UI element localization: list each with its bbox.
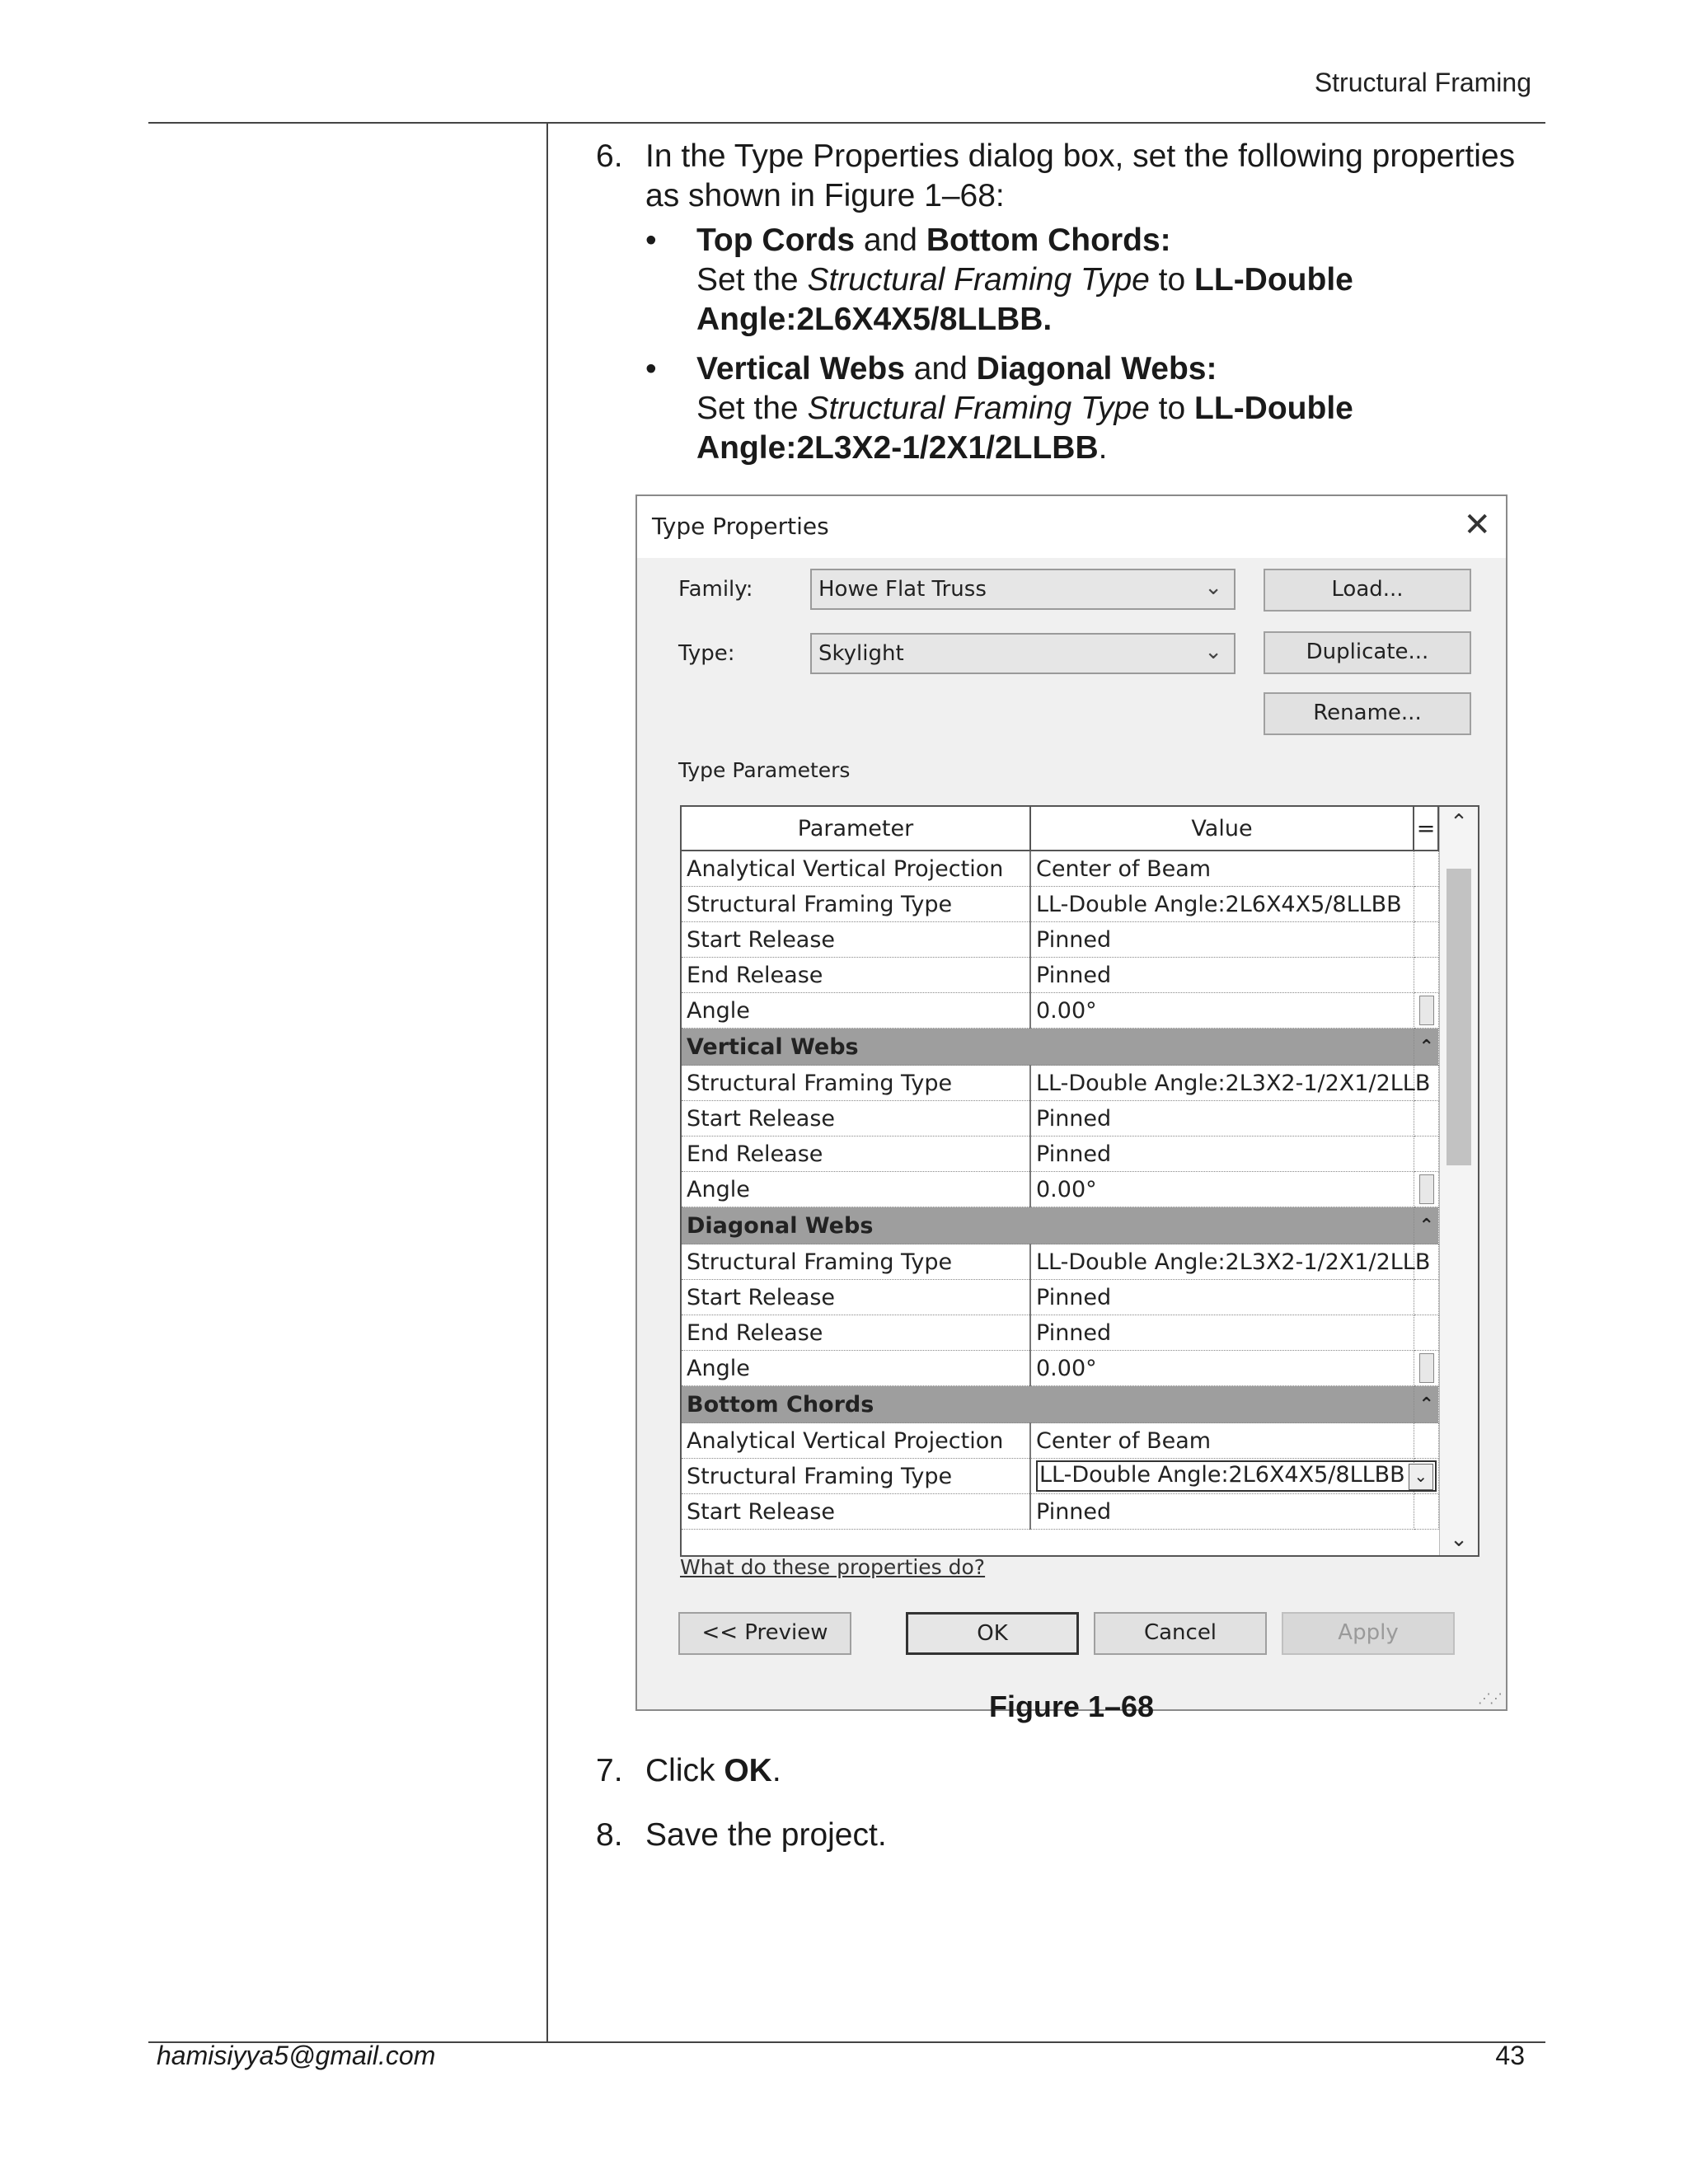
rename-button[interactable]: Rename... [1264,692,1471,735]
table-row[interactable] [682,1315,1438,1351]
table-row[interactable] [682,887,1438,922]
table-row[interactable] [682,1244,1438,1280]
value-cell[interactable]: Pinned [1030,958,1414,993]
bullet-text [696,349,1552,468]
closing-steps [596,1751,1552,1855]
column-header-value[interactable]: Value [1030,807,1414,851]
cancel-button[interactable]: Cancel [1094,1612,1267,1655]
instruction-steps [596,137,1552,478]
param-cell: Angle [682,993,1030,1029]
table-row[interactable] [682,993,1438,1029]
chevron-down-icon[interactable]: ⌄ [1409,1464,1433,1490]
label-top-cords: Top Cords [696,223,856,258]
eq-cell [1414,1137,1438,1172]
footer-email: hamisiyya5@gmail.com [157,2041,436,2070]
param-value: LL-Double Angle:2L6X4X5/8LLBB. [696,262,1353,337]
type-properties-dialog [635,494,1507,1711]
eq-cell [1414,1101,1438,1137]
param-cell: Structural Framing Type [682,1244,1030,1280]
step-7-suffix: . [771,1753,781,1788]
param-cell: Structural Framing Type [682,1066,1030,1101]
label-bottom-chords: Bottom Chords: [926,223,1171,258]
preview-button[interactable]: << Preview [678,1612,851,1655]
table-row[interactable] [682,1101,1438,1137]
type-parameters-grid [680,805,1479,1557]
eq-cell [1414,851,1438,887]
eq-cell[interactable] [1414,1351,1438,1386]
family-label: Family: [678,577,753,602]
table-row[interactable] [682,1494,1438,1530]
collapse-icon[interactable]: ⌃ [1414,1207,1438,1244]
bullet-dot: • [645,351,657,387]
step-6 [596,137,1552,216]
set-end: . [1098,430,1108,466]
bullet-dot: • [645,223,657,258]
eq-cell [1414,887,1438,922]
eq-cell [1414,922,1438,958]
type-value: Skylight [818,641,904,666]
set-to: to [1149,391,1195,426]
param-name: Structural Framing Type [807,391,1150,426]
group-name: Vertical Webs [682,1029,1414,1066]
close-icon[interactable]: ✕ [1463,506,1491,544]
bullet-top-bottom-chords [645,221,1552,340]
param-cell: End Release [682,1315,1030,1351]
duplicate-button[interactable]: Duplicate... [1264,631,1471,674]
grid-scrollbar[interactable] [1439,807,1478,1555]
eq-cell [1414,1494,1438,1530]
value-cell[interactable]: Pinned [1030,1280,1414,1315]
step-8 [596,1816,1552,1855]
chevron-down-icon: ⌄ [1204,575,1222,600]
value-cell[interactable]: Pinned [1030,1137,1414,1172]
param-cell: Angle [682,1172,1030,1207]
value-cell-dropdown[interactable] [1030,1459,1428,1494]
set-to: to [1149,262,1195,298]
eq-cell [1414,1315,1438,1351]
value-cell[interactable]: Pinned [1030,1315,1414,1351]
type-combobox[interactable] [810,633,1236,674]
value-cell[interactable]: Pinned [1030,1101,1414,1137]
top-rule [148,122,1545,124]
conjunction: and [904,351,977,387]
param-cell: Analytical Vertical Projection [682,1423,1030,1459]
group-name: Diagonal Webs [682,1207,1414,1244]
apply-button[interactable]: Apply [1282,1612,1455,1655]
group-name: Bottom Chords [682,1386,1414,1423]
step-number: 8. [596,1817,623,1853]
eq-cell [1414,1423,1438,1459]
label-vertical-webs: Vertical Webs [696,351,905,387]
eq-cell[interactable] [1414,1172,1438,1207]
dialog-title: Type Properties [652,513,829,540]
group-header-diagonal-webs[interactable] [682,1207,1438,1244]
table-row[interactable] [682,922,1438,958]
step-number: 6. [596,138,623,174]
type-label: Type: [678,641,735,666]
value-cell[interactable]: Center of Beam [1030,1423,1414,1459]
step-text [645,1751,1552,1791]
column-header-eq[interactable]: = [1414,807,1438,851]
value-cell[interactable]: LL-Double Angle:2L6X4X5/8LLBB [1030,887,1414,922]
load-button[interactable]: Load... [1264,569,1471,612]
scroll-down-icon[interactable]: ⌄ [1450,1527,1468,1552]
step-text: In the Type Properties dialog box, set the following properties as shown in Figure 1–68: [645,138,1516,213]
family-combobox[interactable] [810,569,1236,610]
help-link[interactable]: What do these properties do? [680,1555,986,1579]
param-cell: Analytical Vertical Projection [682,851,1030,887]
param-cell: Structural Framing Type [682,1459,1030,1494]
eq-cell [1414,958,1438,993]
step-7-prefix: Click [645,1753,724,1788]
dropdown-value: LL-Double Angle:2L6X4X5/8LLBB [1039,1462,1405,1488]
section-header-title: Structural Framing [1314,68,1531,97]
column-header-parameter[interactable]: Parameter [682,807,1030,851]
step-number: 7. [596,1753,623,1788]
table-header-row [682,807,1438,851]
param-cell: Start Release [682,922,1030,958]
bullet-text [696,221,1552,340]
associate-parameter-button[interactable] [1419,1353,1434,1383]
value-cell[interactable]: LL-Double Angle:2L3X2-1/2X1/2LLB [1030,1066,1414,1101]
parameters-table [682,807,1439,1530]
set-prefix: Set the [696,391,808,426]
collapse-icon[interactable]: ⌃ [1414,1386,1438,1423]
associate-parameter-button[interactable] [1419,1174,1434,1204]
collapse-icon[interactable]: ⌃ [1414,1029,1438,1066]
chevron-down-icon: ⌄ [1204,640,1222,664]
param-cell: Angle [682,1351,1030,1386]
step-text: Save the project. [645,1817,887,1853]
group-header-vertical-webs[interactable] [682,1029,1438,1066]
table-row[interactable] [682,1172,1438,1207]
param-value: LL-Double Angle:2L3X2-1/2X1/2LLBB [696,391,1353,466]
step-6-bullets [645,221,1552,468]
type-parameters-label: Type Parameters [678,758,851,782]
value-cell[interactable]: 0.00° [1030,1172,1414,1207]
table-row[interactable] [682,958,1438,993]
table-row[interactable] [682,1351,1438,1386]
value-cell[interactable]: 0.00° [1030,993,1414,1029]
value-cell[interactable]: Pinned [1030,1494,1414,1530]
table-row[interactable] [682,1280,1438,1315]
step-7 [596,1751,1552,1791]
figure-caption: Figure 1–68 [988,1690,1155,1723]
group-header-bottom-chords[interactable] [682,1386,1438,1423]
value-cell[interactable]: Center of Beam [1030,851,1414,887]
family-value: Howe Flat Truss [818,577,987,602]
param-cell: Start Release [682,1494,1030,1530]
bullet-vertical-diagonal-webs [645,349,1552,468]
param-cell: End Release [682,958,1030,993]
resize-grip-icon[interactable]: ⋰⋰ [1478,1690,1501,1706]
scroll-up-icon[interactable]: ⌃ [1450,810,1468,835]
table-row[interactable] [682,1459,1438,1494]
associate-parameter-button[interactable] [1419,996,1434,1025]
table-row[interactable] [682,851,1438,887]
eq-cell [1414,1280,1438,1315]
table-row[interactable] [682,1423,1438,1459]
value-cell[interactable]: Pinned [1030,922,1414,958]
param-name: Structural Framing Type [807,262,1150,298]
scroll-thumb[interactable] [1447,869,1471,1165]
label-diagonal-webs: Diagonal Webs: [976,351,1217,387]
table-row[interactable] [682,1137,1438,1172]
param-cell: Start Release [682,1280,1030,1315]
conjunction: and [855,223,926,258]
param-cell: End Release [682,1137,1030,1172]
eq-cell[interactable] [1414,993,1438,1029]
param-cell: Start Release [682,1101,1030,1137]
param-cell: Structural Framing Type [682,887,1030,922]
page-number: 43 [1495,2041,1525,2070]
framing-type-dropdown[interactable] [1036,1460,1437,1492]
ok-emphasis: OK [724,1753,772,1788]
value-cell[interactable]: LL-Double Angle:2L3X2-1/2X1/2LLB [1030,1244,1414,1280]
table-row[interactable] [682,1066,1438,1101]
dialog-titlebar [637,496,1506,558]
set-prefix: Set the [696,262,808,298]
ok-button[interactable]: OK [906,1612,1079,1655]
value-cell[interactable]: 0.00° [1030,1351,1414,1386]
margin-rule [546,122,548,2042]
